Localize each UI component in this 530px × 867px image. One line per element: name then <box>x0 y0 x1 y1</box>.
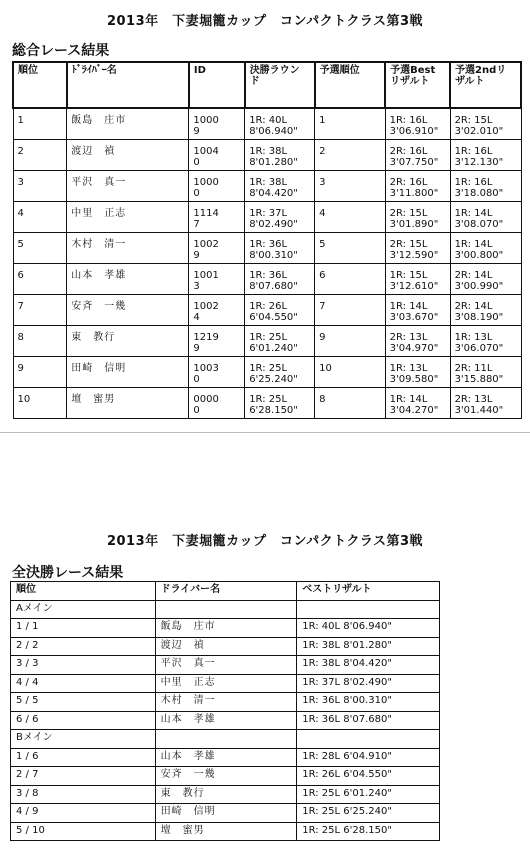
qual-second-cell <box>450 233 521 264</box>
qual-second-cell-text: 3'02.010" <box>454 126 504 137</box>
rank-cell-text: 10 <box>17 394 31 405</box>
position-cell: 1 / 1 <box>11 619 156 638</box>
id-cell-text: 0000 <box>193 394 219 405</box>
final-round-cell-text: 1R: 25L <box>249 363 288 374</box>
qual-second-cell <box>450 140 521 171</box>
qual-second-cell-text: 3'15.880" <box>454 374 504 385</box>
page-break-divider <box>0 432 530 433</box>
table-row <box>11 785 440 804</box>
qual-best-cell-text: 1R: 15L <box>389 270 428 281</box>
rank-cell-text: 2 <box>17 146 24 157</box>
qual-second-cell-text: 3'06.070" <box>454 343 504 354</box>
qual-best-cell-text: 2R: 13L <box>389 332 428 343</box>
best-result-cell: 1R: 40L 8'06.940" <box>297 619 440 638</box>
driver-cell <box>67 264 189 295</box>
final-round-cell <box>245 171 315 202</box>
col-final-round: 決勝ラウンド <box>245 62 315 108</box>
page-title-2: 2013年 下妻堀籠カップ コンパクトクラス第3戦 <box>106 534 424 549</box>
qual-best-cell-text: 3'04.970" <box>389 343 439 354</box>
final-round-cell-text: 8'07.680" <box>249 281 298 292</box>
rank-cell-text: 1 <box>17 115 24 126</box>
qual-second-cell-text: 1R: 16L <box>454 146 493 157</box>
id-cell-text: 9 <box>193 250 200 261</box>
empty-cell <box>155 730 297 749</box>
section-a-main-label: Aメイン <box>11 600 156 619</box>
best-result-cell: 1R: 38L 8'01.280" <box>297 637 440 656</box>
driver-cell: 山本 孝雄 <box>155 748 297 767</box>
qual-rank-cell-text: 2 <box>319 146 326 157</box>
qual-second-cell <box>450 295 521 326</box>
driver-cell: 田崎 信明 <box>155 804 297 823</box>
final-round-cell-text: 1R: 38L <box>249 146 288 157</box>
qual-rank-cell <box>315 326 386 357</box>
final-round-cell <box>245 264 315 295</box>
id-cell <box>189 264 245 295</box>
col-rank: 順位 <box>13 62 67 108</box>
driver-cell-text: 渡辺 禎 <box>71 146 116 157</box>
table-row <box>13 264 521 295</box>
qual-best-cell <box>385 233 450 264</box>
rank-cell-text: 5 <box>17 239 24 250</box>
empty-cell <box>297 600 440 619</box>
rank-cell <box>13 140 67 171</box>
best-result-cell: 1R: 36L 8'07.680" <box>297 711 440 730</box>
table-header-row <box>13 62 521 108</box>
final-round-cell-text: 1R: 36L <box>249 270 288 281</box>
id-cell <box>189 171 245 202</box>
final-results-table <box>10 581 440 841</box>
qual-second-cell <box>450 388 521 419</box>
qual-best-cell <box>385 108 450 140</box>
qual-rank-cell <box>315 357 386 388</box>
section-a-main <box>11 600 440 619</box>
col-qual-second: 予選2ndリザルト <box>450 62 521 108</box>
rank-cell <box>13 388 67 419</box>
table-row <box>11 748 440 767</box>
id-cell-text: 1004 <box>193 146 219 157</box>
final-round-cell-text: 1R: 37L <box>249 208 288 219</box>
final-round-cell-text: 8'02.490" <box>249 219 298 230</box>
final-round-cell <box>245 326 315 357</box>
final-round-cell-text: 1R: 40L <box>249 115 288 126</box>
qual-second-cell-text: 3'00.990" <box>454 281 504 292</box>
qual-best-cell <box>385 357 450 388</box>
driver-cell: 東 教行 <box>155 785 297 804</box>
qual-second-cell <box>450 357 521 388</box>
qual-best-cell <box>385 388 450 419</box>
id-cell <box>189 388 245 419</box>
position-cell: 6 / 6 <box>11 711 156 730</box>
empty-cell <box>155 600 297 619</box>
driver-cell <box>67 295 189 326</box>
table-row <box>13 202 521 233</box>
rank-cell-text: 3 <box>17 177 24 188</box>
position-cell: 5 / 5 <box>11 693 156 712</box>
col-driver: ﾄﾞﾗｲﾊﾞｰ名 <box>67 62 189 108</box>
id-cell <box>189 295 245 326</box>
rank-cell-text: 9 <box>17 363 24 374</box>
qual-second-cell-text: 3'12.130" <box>454 157 504 168</box>
position-cell: 4 / 9 <box>11 804 156 823</box>
qual-second-cell-text: 3'00.800" <box>454 250 504 261</box>
final-round-cell <box>245 357 315 388</box>
position-cell: 2 / 7 <box>11 767 156 786</box>
qual-rank-cell-text: 5 <box>319 239 326 250</box>
table-row <box>13 140 521 171</box>
qual-second-cell <box>450 264 521 295</box>
id-cell <box>189 326 245 357</box>
rank-cell <box>13 108 67 140</box>
qual-rank-cell-text: 6 <box>319 270 326 281</box>
qual-rank-cell <box>315 264 386 295</box>
id-cell <box>189 357 245 388</box>
final-round-cell-text: 8'04.420" <box>249 188 298 199</box>
qual-best-cell-text: 1R: 13L <box>389 363 428 374</box>
qual-best-cell-text: 3'03.670" <box>389 312 439 323</box>
driver-cell: 中里 正志 <box>155 674 297 693</box>
qual-rank-cell-text: 1 <box>319 115 326 126</box>
final-round-cell-text: 1R: 36L <box>249 239 288 250</box>
rank-cell <box>13 233 67 264</box>
rank-cell-text: 4 <box>17 208 24 219</box>
final-round-cell-text: 6'25.240" <box>249 374 298 385</box>
table-row <box>11 693 440 712</box>
qual-second-cell-text: 3'08.070" <box>454 219 504 230</box>
table-row <box>13 295 521 326</box>
final-round-cell <box>245 202 315 233</box>
id-cell-text: 7 <box>193 219 200 230</box>
final-round-cell <box>245 388 315 419</box>
id-cell-text: 9 <box>193 126 200 137</box>
table-row <box>13 388 521 419</box>
best-result-cell: 1R: 26L 6'04.550" <box>297 767 440 786</box>
position-cell: 3 / 3 <box>11 656 156 675</box>
qual-best-cell-text: 2R: 16L <box>389 146 428 157</box>
qual-second-cell-text: 2R: 11L <box>454 363 493 374</box>
table-row <box>11 656 440 675</box>
col-position: 順位 <box>11 582 156 601</box>
best-result-cell: 1R: 25L 6'25.240" <box>297 804 440 823</box>
table-row <box>11 619 440 638</box>
table-row <box>13 108 521 140</box>
driver-cell <box>67 108 189 140</box>
rank-cell <box>13 202 67 233</box>
qual-best-cell <box>385 202 450 233</box>
qual-rank-cell <box>315 233 386 264</box>
final-results-heading: 全決勝レース結果 <box>12 565 124 581</box>
driver-cell: 壇 蜜男 <box>155 822 297 841</box>
driver-cell: 飯島 庄市 <box>155 619 297 638</box>
qual-second-cell-text: 2R: 14L <box>454 301 493 312</box>
id-cell-text: 0 <box>193 157 200 168</box>
qual-rank-cell <box>315 295 386 326</box>
qual-best-cell-text: 3'06.910" <box>389 126 439 137</box>
qual-second-cell <box>450 108 521 140</box>
overall-results-heading: 総合レース結果 <box>12 43 110 59</box>
driver-cell <box>67 326 189 357</box>
final-round-cell-text: 1R: 25L <box>249 332 288 343</box>
id-cell-text: 4 <box>193 312 200 323</box>
rank-cell-text: 8 <box>17 332 24 343</box>
qual-rank-cell <box>315 202 386 233</box>
qual-rank-cell <box>315 171 386 202</box>
id-cell <box>189 202 245 233</box>
qual-best-cell-text: 3'07.750" <box>389 157 439 168</box>
table-row <box>11 711 440 730</box>
col-qual-rank: 予選順位 <box>315 62 386 108</box>
qual-second-cell-text: 1R: 16L <box>454 177 493 188</box>
qual-rank-cell-text: 3 <box>319 177 326 188</box>
id-cell-text: 0 <box>193 405 200 416</box>
col-qual-best: 予選Bestリザルト <box>385 62 450 108</box>
qual-best-cell-text: 3'12.590" <box>389 250 439 261</box>
id-cell-text: 1000 <box>193 115 219 126</box>
position-cell: 2 / 2 <box>11 637 156 656</box>
best-result-cell: 1R: 37L 8'02.490" <box>297 674 440 693</box>
final-round-cell-text: 6'04.550" <box>249 312 298 323</box>
final-round-cell-text: 1R: 38L <box>249 177 288 188</box>
final-round-cell-text: 6'01.240" <box>249 343 298 354</box>
rank-cell <box>13 357 67 388</box>
best-result-cell: 1R: 38L 8'04.420" <box>297 656 440 675</box>
qual-best-cell-text: 1R: 16L <box>389 115 428 126</box>
qual-best-cell <box>385 171 450 202</box>
driver-cell-text: 木村 清一 <box>71 239 127 250</box>
driver-cell <box>67 357 189 388</box>
qual-best-cell-text: 2R: 15L <box>389 239 428 250</box>
best-result-cell: 1R: 36L 8'00.310" <box>297 693 440 712</box>
qual-best-cell <box>385 140 450 171</box>
position-cell: 3 / 8 <box>11 785 156 804</box>
qual-second-cell <box>450 326 521 357</box>
table-row <box>11 822 440 841</box>
qual-best-cell <box>385 326 450 357</box>
driver-cell <box>67 171 189 202</box>
qual-best-cell-text: 1R: 14L <box>389 301 428 312</box>
driver-cell-text: 田崎 信明 <box>71 363 127 374</box>
driver-cell-text: 平沢 真一 <box>71 177 127 188</box>
qual-second-cell-text: 1R: 13L <box>454 332 493 343</box>
qual-second-cell <box>450 202 521 233</box>
id-cell-text: 1114 <box>193 208 219 219</box>
rank-cell <box>13 326 67 357</box>
qual-second-cell-text: 1R: 14L <box>454 239 493 250</box>
driver-cell-text: 壇 蜜男 <box>71 394 116 405</box>
col-driver: ドライバー名 <box>155 582 297 601</box>
table-header-row <box>11 582 440 601</box>
qual-best-cell-text: 2R: 16L <box>389 177 428 188</box>
driver-cell-text: 山本 孝雄 <box>71 270 127 281</box>
col-best-result: ベストリザルト <box>297 582 440 601</box>
table-row <box>13 326 521 357</box>
qual-rank-cell <box>315 140 386 171</box>
qual-rank-cell-text: 8 <box>319 394 326 405</box>
table-row <box>13 233 521 264</box>
rank-cell-text: 6 <box>17 270 24 281</box>
qual-best-cell <box>385 295 450 326</box>
qual-rank-cell <box>315 108 386 140</box>
qual-second-cell-text: 2R: 15L <box>454 115 493 126</box>
id-cell-text: 9 <box>193 343 200 354</box>
driver-cell <box>67 202 189 233</box>
driver-cell: 安斉 一幾 <box>155 767 297 786</box>
id-cell-text: 1002 <box>193 301 219 312</box>
overall-results-table <box>12 61 522 419</box>
rank-cell-text: 7 <box>17 301 24 312</box>
qual-second-cell <box>450 171 521 202</box>
driver-cell: 平沢 真一 <box>155 656 297 675</box>
final-round-cell-text: 8'01.280" <box>249 157 298 168</box>
rank-cell <box>13 264 67 295</box>
qual-rank-cell <box>315 388 386 419</box>
driver-cell: 山本 孝雄 <box>155 711 297 730</box>
empty-cell <box>297 730 440 749</box>
id-cell-text: 1219 <box>193 332 219 343</box>
id-cell <box>189 140 245 171</box>
id-cell <box>189 108 245 140</box>
final-round-cell-text: 6'28.150" <box>249 405 298 416</box>
qual-best-cell <box>385 264 450 295</box>
qual-second-cell-text: 3'08.190" <box>454 312 504 323</box>
best-result-cell: 1R: 25L 6'01.240" <box>297 785 440 804</box>
qual-best-cell-text: 3'01.890" <box>389 219 439 230</box>
final-round-cell <box>245 233 315 264</box>
id-cell <box>189 233 245 264</box>
section-b-main <box>11 730 440 749</box>
final-round-cell-text: 8'06.940" <box>249 126 298 137</box>
qual-rank-cell-text: 9 <box>319 332 326 343</box>
qual-rank-cell-text: 7 <box>319 301 326 312</box>
position-cell: 4 / 4 <box>11 674 156 693</box>
qual-rank-cell-text: 4 <box>319 208 326 219</box>
final-round-cell <box>245 108 315 140</box>
qual-second-cell-text: 2R: 13L <box>454 394 493 405</box>
id-cell-text: 1001 <box>193 270 219 281</box>
qual-best-cell-text: 1R: 14L <box>389 394 428 405</box>
col-id: ID <box>189 62 245 108</box>
table-row <box>11 767 440 786</box>
id-cell-text: 0 <box>193 374 200 385</box>
final-round-cell-text: 1R: 25L <box>249 394 288 405</box>
driver-cell-text: 東 教行 <box>71 332 116 343</box>
driver-cell <box>67 233 189 264</box>
table-row <box>11 637 440 656</box>
qual-second-cell-text: 3'18.080" <box>454 188 504 199</box>
id-cell-text: 3 <box>193 281 200 292</box>
qual-best-cell-text: 3'12.610" <box>389 281 439 292</box>
table-row <box>13 171 521 202</box>
id-cell-text: 0 <box>193 188 200 199</box>
final-round-cell <box>245 295 315 326</box>
id-cell-text: 1000 <box>193 177 219 188</box>
qual-best-cell-text: 2R: 15L <box>389 208 428 219</box>
qual-best-cell-text: 3'09.580" <box>389 374 439 385</box>
rank-cell <box>13 295 67 326</box>
driver-cell-text: 安斉 一幾 <box>71 301 127 312</box>
qual-second-cell-text: 1R: 14L <box>454 208 493 219</box>
table-row <box>13 357 521 388</box>
qual-second-cell-text: 3'01.440" <box>454 405 504 416</box>
driver-cell-text: 中里 正志 <box>71 208 127 219</box>
id-cell-text: 1003 <box>193 363 219 374</box>
id-cell-text: 1002 <box>193 239 219 250</box>
driver-cell <box>67 140 189 171</box>
driver-cell: 渡辺 禎 <box>155 637 297 656</box>
qual-rank-cell-text: 10 <box>319 363 332 374</box>
page-title-1: 2013年 下妻堀籠カップ コンパクトクラス第3戦 <box>106 14 424 29</box>
qual-second-cell-text: 2R: 14L <box>454 270 493 281</box>
best-result-cell: 1R: 28L 6'04.910" <box>297 748 440 767</box>
position-cell: 5 / 10 <box>11 822 156 841</box>
final-round-cell-text: 1R: 26L <box>249 301 288 312</box>
table-row <box>11 804 440 823</box>
rank-cell <box>13 171 67 202</box>
table-row <box>11 674 440 693</box>
qual-best-cell-text: 3'11.800" <box>389 188 439 199</box>
driver-cell: 木村 清一 <box>155 693 297 712</box>
section-b-main-label: Bメイン <box>11 730 156 749</box>
driver-cell-text: 飯島 庄市 <box>71 115 127 126</box>
final-round-cell-text: 8'00.310" <box>249 250 298 261</box>
driver-cell <box>67 388 189 419</box>
position-cell: 1 / 6 <box>11 748 156 767</box>
qual-best-cell-text: 3'04.270" <box>389 405 439 416</box>
final-round-cell <box>245 140 315 171</box>
best-result-cell: 1R: 25L 6'28.150" <box>297 822 440 841</box>
